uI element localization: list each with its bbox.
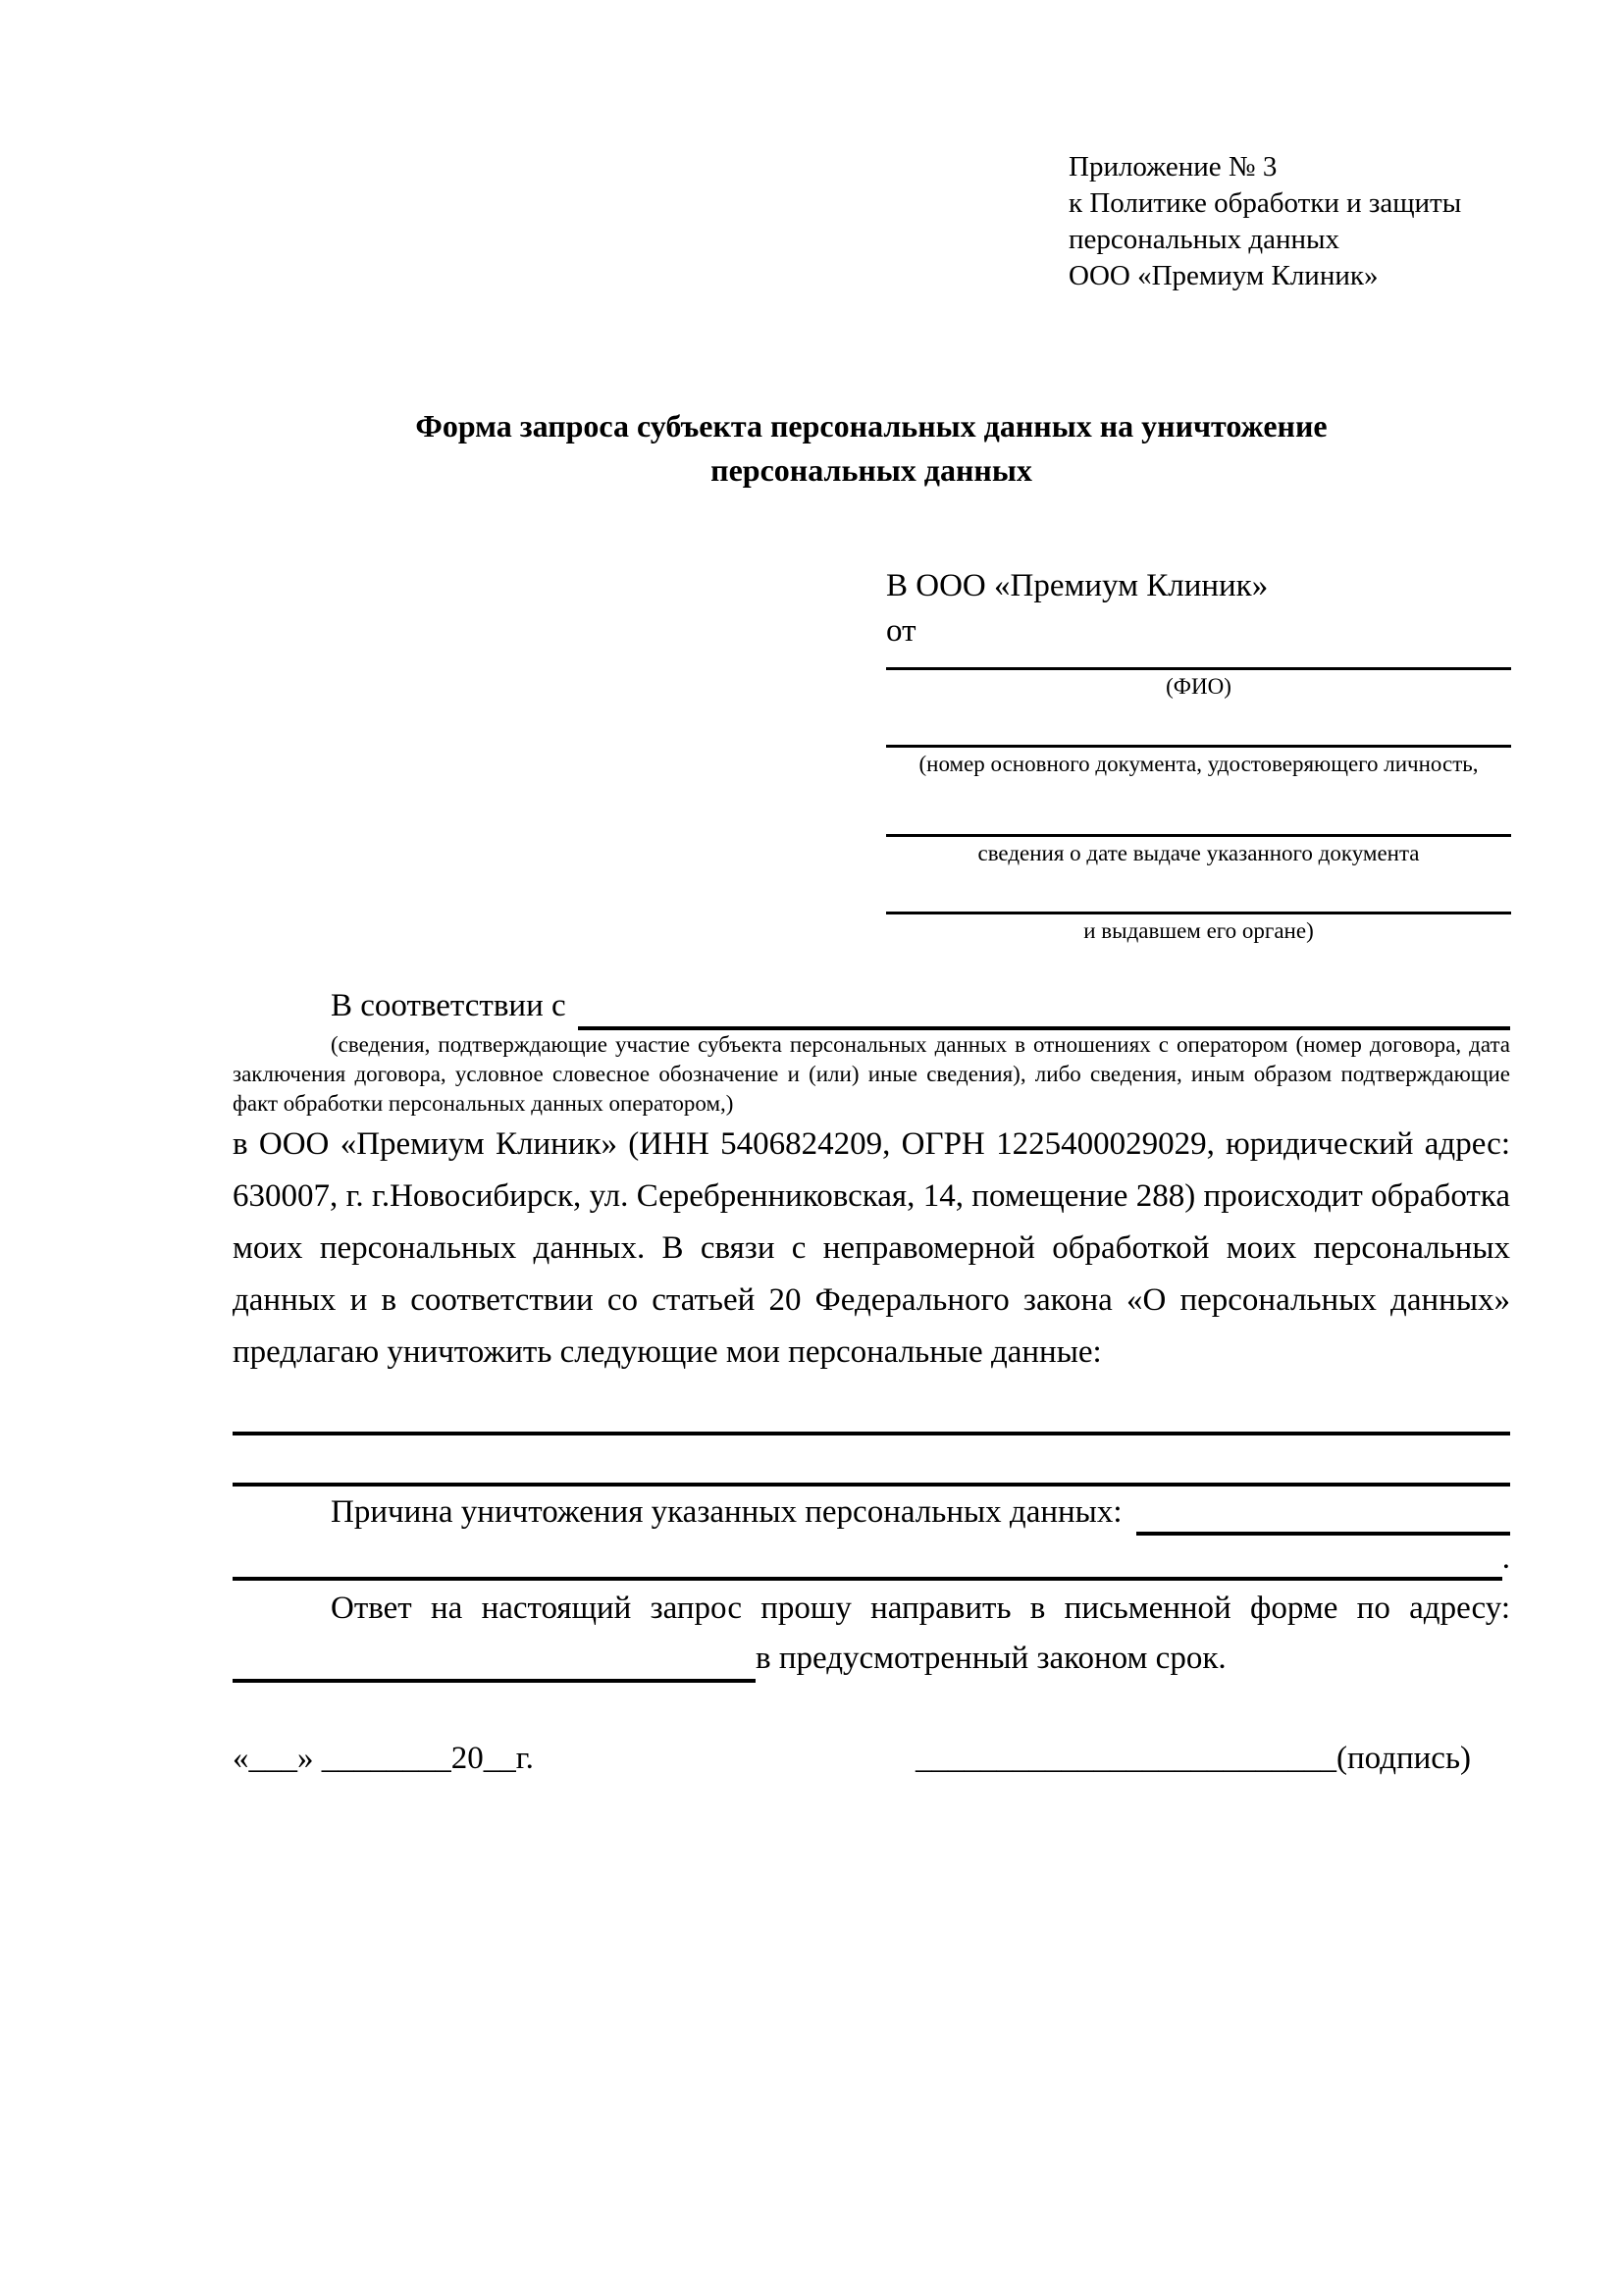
personal-data-field-line-2[interactable] (233, 1435, 1510, 1487)
issuing-authority-field-line[interactable] (886, 888, 1511, 914)
recipient-to: В ООО «Премиум Клиник» (886, 568, 1269, 603)
signature-group (916, 1734, 1471, 1783)
reason-continuation-row (233, 1536, 1510, 1581)
issue-date-field-line[interactable] (886, 810, 1511, 837)
address-row (233, 1634, 1510, 1683)
accordance-field-line[interactable] (578, 985, 1510, 1030)
response-tail: в предусмотренный законом срок. (756, 1641, 1227, 1676)
page-title-line-2: персональных данных (710, 452, 1032, 488)
date-field[interactable]: «___» ________20__г. (233, 1741, 534, 1776)
appendix-note (1069, 149, 1510, 294)
appendix-line: Приложение № 3 (1069, 151, 1278, 183)
document-number-caption: (номер основного документа, удостоверяющего личность, (918, 752, 1479, 776)
issue-date-caption: сведения о дате выдаче указанного документа (977, 841, 1420, 865)
reason-label: Причина уничтожения указанных персональных данных: (331, 1494, 1123, 1530)
appendix-line: к Политике обработки и защиты (1069, 187, 1462, 219)
appendix-line: персональных данных (1069, 224, 1340, 255)
signature-caption: (подпись) (1336, 1741, 1471, 1776)
address-field-line[interactable] (233, 1638, 756, 1683)
accordance-label: В соответствии с (331, 988, 566, 1023)
personal-data-field-line-1[interactable] (233, 1384, 1510, 1435)
response-request: Ответ на настоящий запрос прошу направить в письменной форме по адресу: (331, 1591, 1510, 1626)
document-number-field-line[interactable] (886, 721, 1511, 748)
main-paragraph: в ООО «Премиум Клиник» (ИНН 5406824209, ОГРН 1225400029029, юридический адрес: 630007, г. г.Новосибирск, ул. Серебренниковская, 14, помещение 288) происходит обработка моих персональных данных. В связи с неправомерной обработкой моих персональных данных и в соответствии со статьей 20 Федерального закона «О персональных данных» предлагаю уничтожить следующие мои персональные данные: (233, 1126, 1510, 1370)
issuing-authority-caption: и выдавшем его органе) (1083, 918, 1314, 943)
accordance-row (233, 981, 1510, 1030)
recipient-from: от (886, 613, 916, 649)
signature-field-line[interactable]: __________________________ (916, 1741, 1336, 1776)
reason-row (233, 1488, 1510, 1536)
fio-field-line[interactable] (886, 653, 1511, 670)
page-title (233, 404, 1510, 493)
appendix-line: ООО «Премиум Клиник» (1069, 260, 1379, 291)
date-signature-row (233, 1734, 1510, 1783)
recipient-block (886, 563, 1511, 946)
fio-caption: (ФИО) (1166, 674, 1231, 699)
line-terminator: . (1501, 1540, 1510, 1576)
page-title-line-1: Форма запроса субъекта персональных данных на уничтожение (415, 408, 1328, 444)
reason-field-line[interactable] (1136, 1490, 1510, 1536)
reason-field-line-2[interactable] (233, 1536, 1502, 1581)
fine-print-note: (сведения, подтверждающие участие субъекта персональных данных в отношениях с оператором (номер договора, дата заключения договора, условное словесное обозначение и (или) иные сведения), либо сведения, иным образом подтверждающие факт обработки персональных данных оператором,) (233, 1032, 1510, 1116)
